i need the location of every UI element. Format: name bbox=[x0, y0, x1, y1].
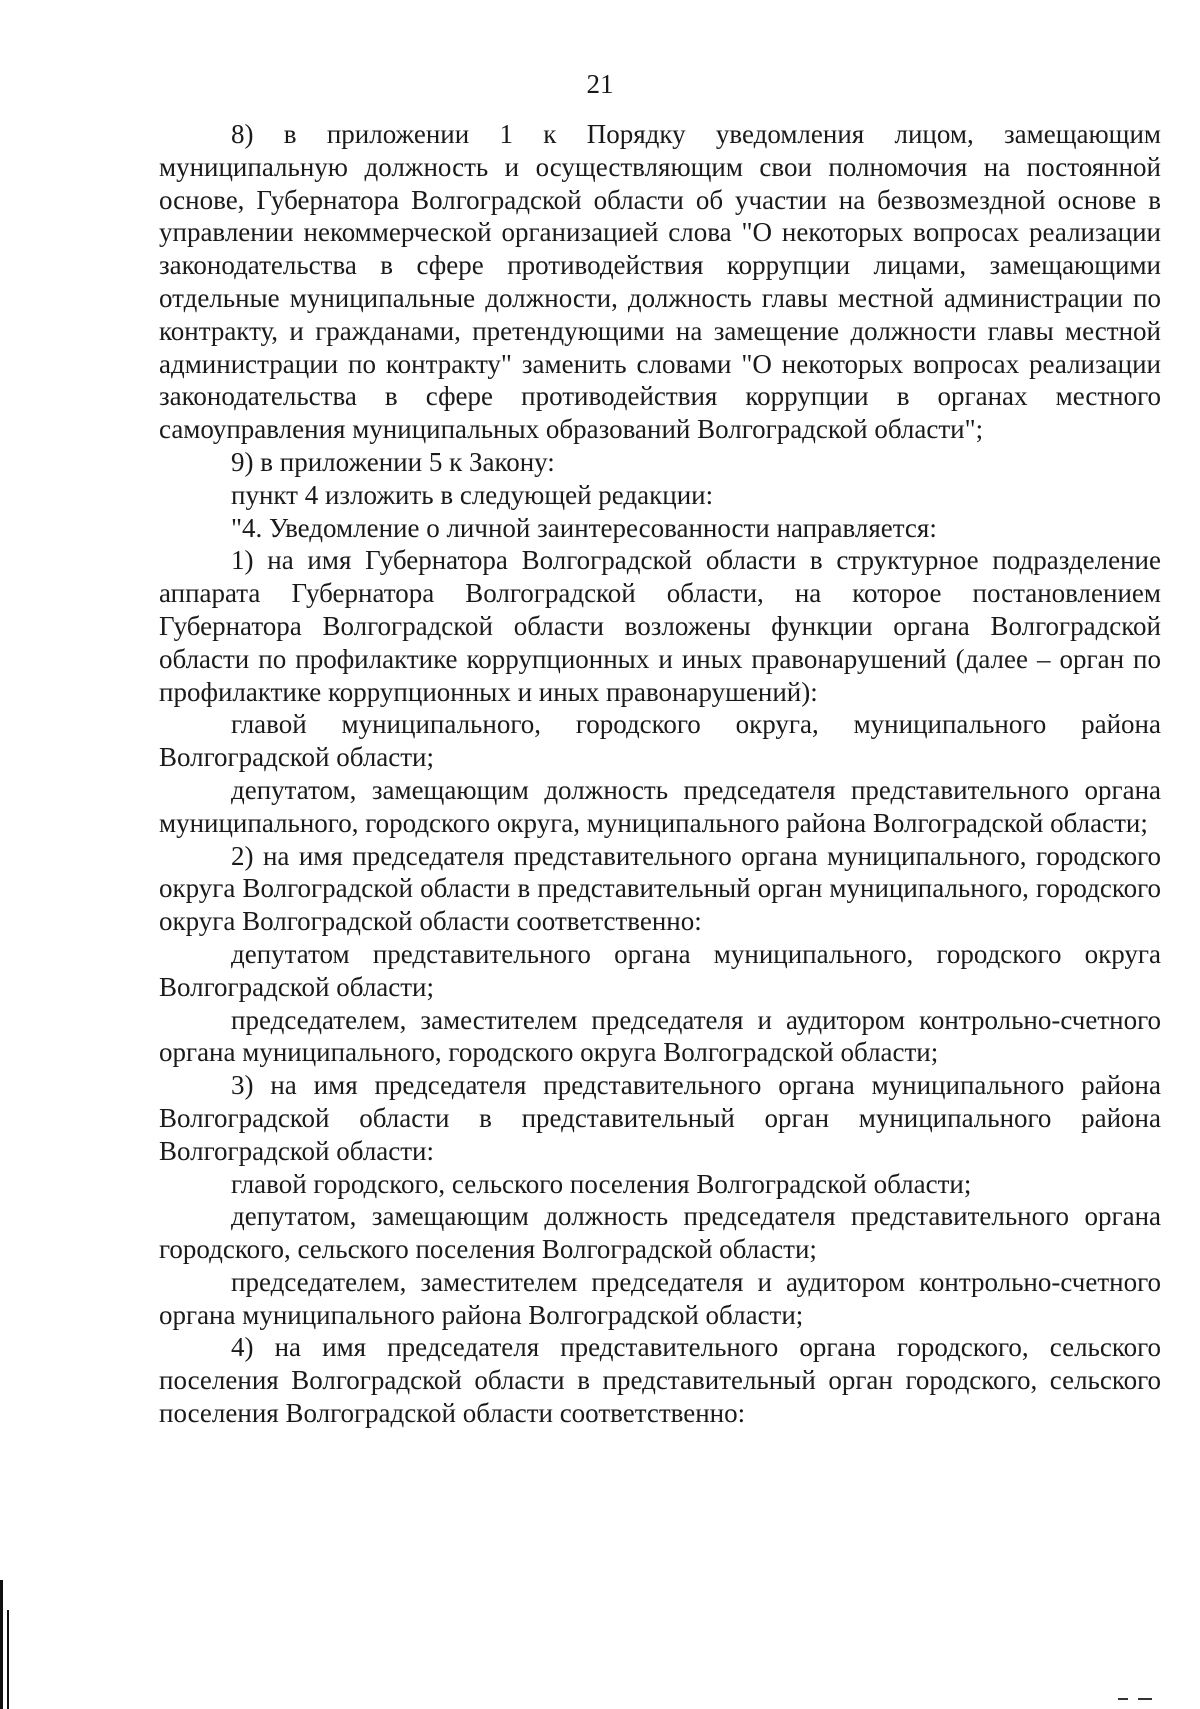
scan-edge-mark bbox=[0, 1580, 3, 1709]
paragraph-subitem-3-head: главой городского, сельского поселения Волгоградской области; bbox=[231, 1168, 972, 1199]
document-body bbox=[159, 118, 1161, 1430]
page-number: 21 bbox=[586, 69, 614, 99]
paragraph-subitem-4: 4) на имя председателя представительного органа городского, сельского поселения Волгоградской области в представительный орган городского, сельского поселения Волгоградской области соответственно: bbox=[159, 1332, 1161, 1429]
scan-edge-mark-secondary bbox=[7, 1610, 9, 1709]
paragraph-notification-heading: "4. Уведомление о личной заинтересованности направляется: bbox=[231, 512, 937, 543]
paragraph-item-8: 8) в приложении 1 к Порядку уведомления лицом, замещающим муниципальную должность и осуществляющим свои полномочия на постоянной основе, Губернатора Волгоградской области об участии на безвозмездной основе в управлении некоммерческой организацией слова "О некоторых вопросах реализации законодательства в сфере противодействия коррупции лицами, замещающими отдельные муниципальные должности, должность главы местной администрации по контракту, и гражданами, претендующими на замещение должности главы местной администрации по контракту" заменить словами "О некоторых вопросах реализации законодательства в сфере противодействия коррупции в органах местного самоуправления муниципальных образований Волгоградской области"; bbox=[159, 119, 1161, 445]
paragraph-subitem-3-chairman: председателем, заместителем председателя и аудитором контрольно-счетного органа муниципального района Волгоградской области; bbox=[159, 1266, 1161, 1330]
paragraph-subitem-2-chairman: председателем, заместителем председателя и аудитором контрольно-счетного органа муниципального, городского округа Волгоградской области; bbox=[159, 1004, 1161, 1068]
paragraph-subitem-3-deputy: депутатом, замещающим должность председателя представительного органа городского, сельского поселения Волгоградской области; bbox=[159, 1201, 1161, 1265]
paragraph-subitem-1: 1) на имя Губернатора Волгоградской области в структурное подразделение аппарата Губернатора Волгоградской области, на которое постановлением Губернатора Волгоградской области возложены функции органа Волгоградской области по профилактике коррупционных и иных правонарушений (далее – орган по профилактике коррупционных и иных правонарушений): bbox=[159, 545, 1161, 707]
paragraph-subitem-1-deputy: депутатом, замещающим должность председателя представительного органа муниципального, городского округа, муниципального района Волгоградской области; bbox=[159, 774, 1161, 838]
paragraph-point-4-intro: пункт 4 изложить в следующей редакции: bbox=[231, 479, 714, 510]
paragraph-subitem-3: 3) на имя председателя представительного органа муниципального района Волгоградской области в представительный орган муниципального района Волгоградской области: bbox=[159, 1070, 1161, 1166]
scan-dash-mark bbox=[1118, 1698, 1128, 1700]
scan-dash-mark bbox=[1138, 1698, 1152, 1700]
paragraph-subitem-2-deputy: депутатом представительного органа муниципального, городского округа Волгоградской области; bbox=[159, 938, 1161, 1002]
paragraph-item-9: 9) в приложении 5 к Закону: bbox=[231, 446, 555, 477]
paragraph-subitem-2: 2) на имя председателя представительного органа муниципального, городского округа Волгоградской области в представительный орган муниципального, городского округа Волгоградской области соответственно: bbox=[159, 840, 1161, 937]
paragraph-subitem-1-head: главой муниципального, городского округа, муниципального района Волгоградской области; bbox=[159, 709, 1161, 773]
